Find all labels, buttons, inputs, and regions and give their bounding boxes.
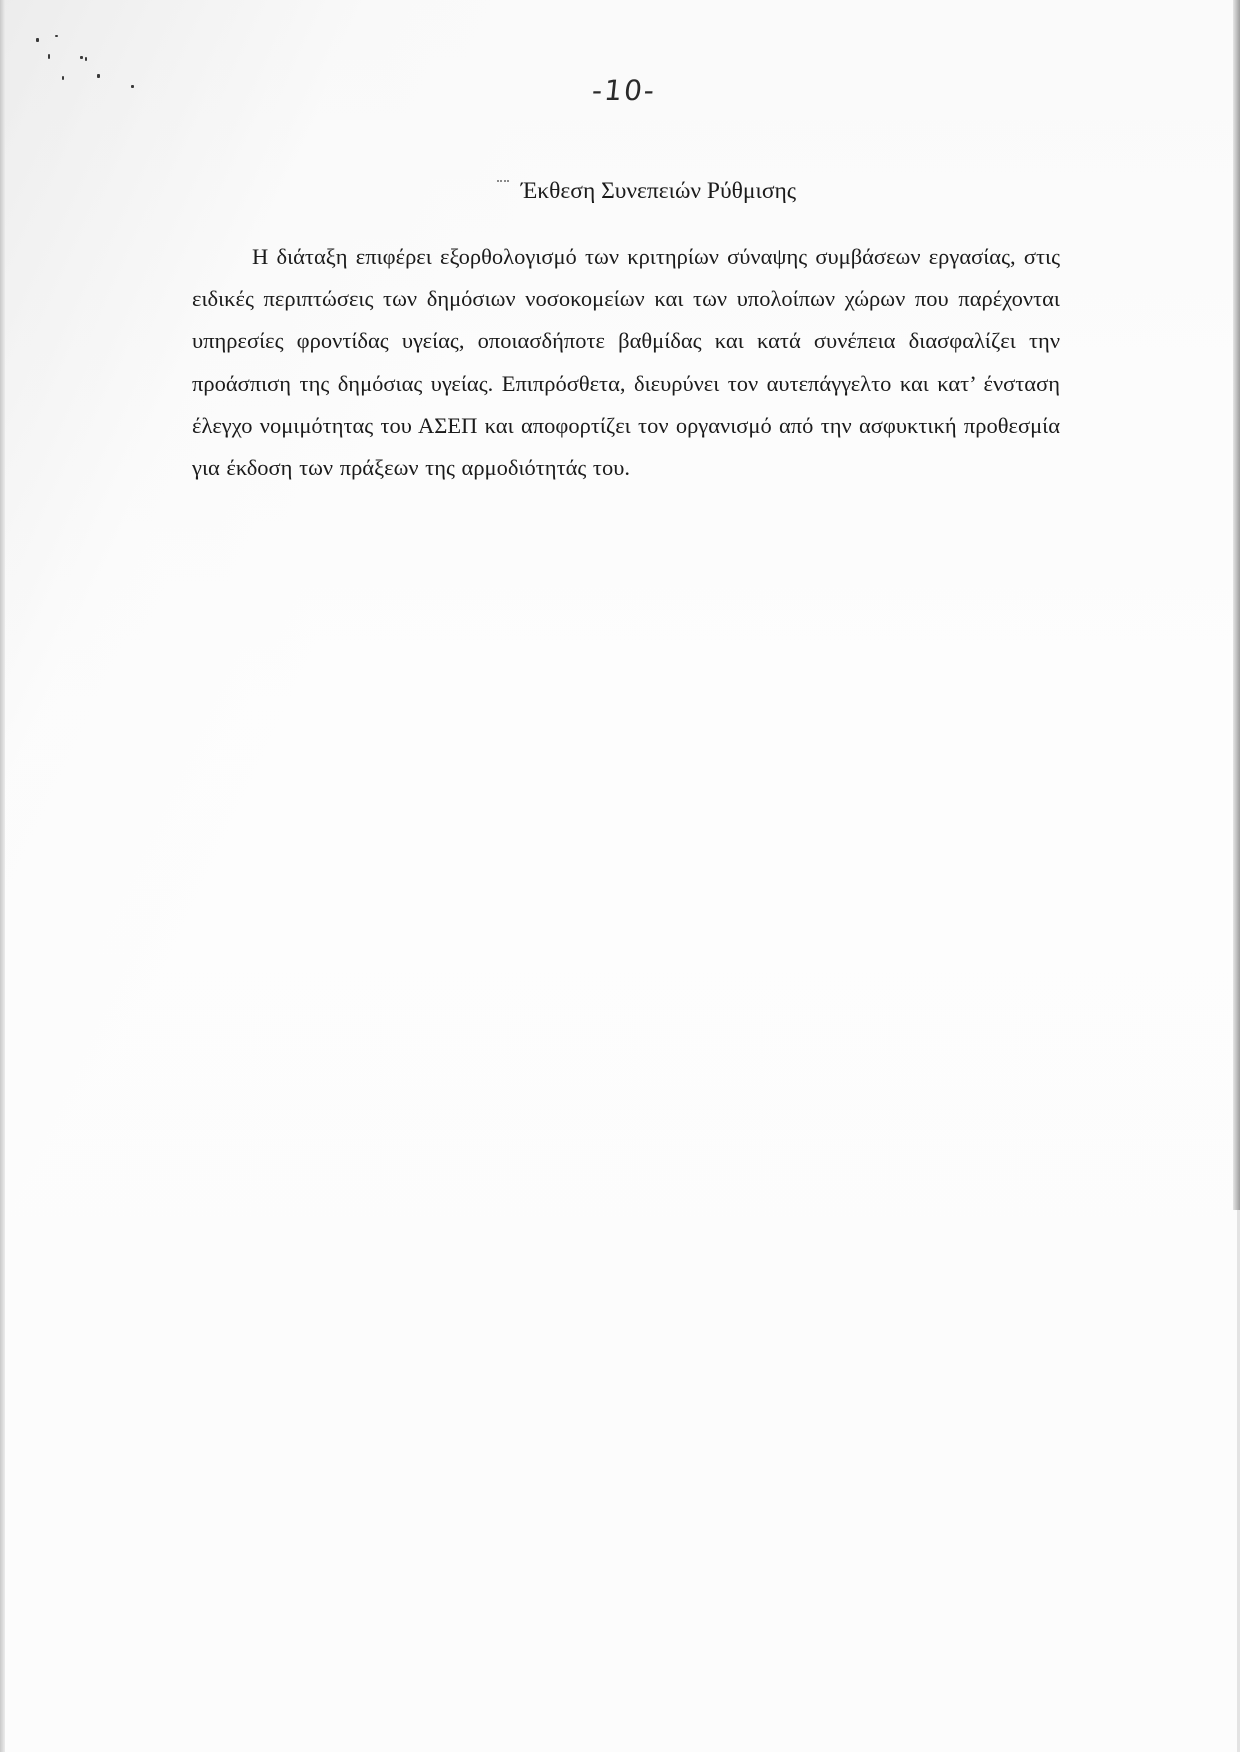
stray-scan-mark	[497, 180, 509, 185]
body-paragraph: Η διάταξη επιφέρει εξορθολογισμό των κριτηρίων σύναψης συμβάσεων εργασίας, στις ειδικές περιπτώσεις των δημόσιων νοσοκομείων και των υπολοίπων χώρων που παρέχονται υπηρεσίες φροντίδας υγείας, οποιασδήποτε βαθμίδας και κατά συνέπεια διασφαλίζει την προάσπιση της δημόσιας υγείας. Επιπρόσθετα, διευρύνει τον αυτεπάγγελτο και κατ’ ένσταση έλεγχο νομιμότητας του ΑΣΕΠ και αποφορτίζει τον οργανισμό από την ασφυκτική προθεσμία για έκδοση των πράξεων της αρμοδιότητάς του.	[192, 244, 1060, 481]
document-title: Έκθεση Συνεπειών Ρύθμισης	[521, 178, 797, 204]
scan-specks	[20, 25, 150, 105]
scan-right-edge-shadow	[1233, 0, 1240, 1210]
scan-left-edge	[0, 0, 5, 1752]
handwritten-page-number: -10-	[590, 74, 658, 107]
